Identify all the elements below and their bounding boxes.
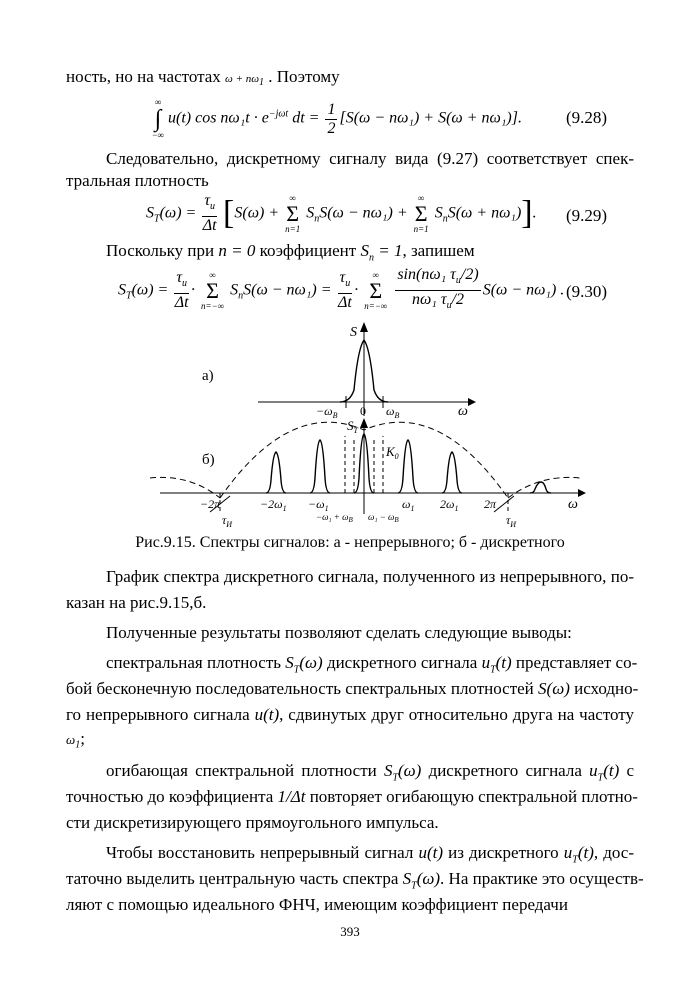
- text-line: Следовательно, дискретному сигналу вида (9.27) соответствует спек-: [106, 149, 634, 168]
- spectra-figure: [150, 318, 590, 530]
- text-line: ность, но на частотах $\omega + n\omega_1$ . Поэтому: [66, 67, 340, 89]
- panel-b-tick-small-left: $-\omega_1 + \omega_B$: [316, 512, 353, 524]
- panel-b-tick-neg2w: $-2\omega_1$: [260, 497, 287, 513]
- equation-number: (9.28): [566, 108, 608, 127]
- panel-b-spectra: [266, 434, 551, 493]
- text-line: бой бесконечную последовательность спектральных плотностей S(ω) исходно-: [66, 679, 639, 698]
- panel-a-tick-zero: 0: [360, 404, 366, 418]
- text-line: ляют с помощью идеального ФНЧ, имеющим коэффициент передачи: [66, 895, 568, 914]
- panel-b-tick-2w: $2\omega_1$: [440, 497, 459, 513]
- panel-b-tick-2pi: 2π: [484, 497, 497, 511]
- text-line: Чтобы восстановить непрерывный сигнал u(t) из дискретного $u_T(t)$, дос-: [106, 843, 634, 866]
- text-line: График спектра дискретного сигнала, полученного из непрерывного, по-: [106, 567, 634, 586]
- panel-b-tick-w: $\omega_1$: [402, 497, 415, 513]
- panel-b-tick-small-right: $\omega_1 - \omega_B$: [368, 512, 399, 524]
- equation-9-28: ∞ ∫ −∞ u(t) $\cos n\omega_1t \cdot e^{-j\omega t}$ dt = $\frac{1}{2}$ [S(ω − nω₁) + S(ω + nω₁)].: [152, 97, 522, 140]
- text-line: таточно выделить центральную часть спектра $S_T(\omega)$. На практике это осуществ-: [66, 869, 644, 892]
- figure-caption: Рис.9.15. Спектры сигналов: а - непрерывного; б - дискретного: [135, 534, 565, 551]
- text-line: казан на рис.9.15,б.: [66, 593, 207, 612]
- text-line: Полученные результаты позволяют сделать следующие выводы:: [106, 623, 572, 642]
- text-line: точностью до коэффициента 1/Δt повторяет огибающую спектральной плотно-: [66, 787, 638, 806]
- panel-a-y-label: S: [350, 325, 357, 340]
- equation-number: (9.29): [566, 206, 608, 225]
- panel-b-label: б): [202, 452, 215, 468]
- text-line: огибающая спектральной плотности $S_T(\omega)$ дискретного сигнала $u_T(t)$ с: [106, 761, 634, 784]
- equation-9-29: $S_T(\omega)$ = $\frac{\tau_и}{\Delta t}$ [S(ω) + ∞ Σ n=1 $S_nS(\omega - n\omega_1)$ + ∞ Σ n=1 $S_nS(\omega + n\omega_1)$].: [146, 192, 537, 235]
- text-line: тральная плотность: [66, 171, 209, 190]
- text-line: $\omega_1$;: [66, 729, 85, 751]
- text-line: Поскольку при n = 0 коэффициент $S_n = 1$, запишем: [106, 241, 475, 264]
- equation-number: (9.30): [566, 282, 608, 301]
- text-line: спектральная плотность $S_T(\omega)$ дискретного сигнала $u_T(t)$ представляет со-: [106, 653, 638, 676]
- panel-a-tick-pos: $\omega_B$: [386, 404, 400, 420]
- panel-b-x-label: ω: [568, 497, 578, 512]
- panel-b-tick-2pi-den: $\tau_И$: [506, 513, 517, 529]
- panel-b-tick-negw: $-\omega_1$: [308, 497, 329, 513]
- text-line: сти дискретизирующего прямоугольного импульса.: [66, 813, 439, 832]
- panel-b-tick-neg2pi: −2π: [200, 497, 221, 511]
- panel-b-y-label: $S_T$: [347, 418, 358, 435]
- panel-b-tick-neg2pi-den: $\tau_И$: [222, 513, 233, 529]
- panel-b-k-label: $K_0$: [386, 444, 399, 461]
- equation-9-30: $S_T(\omega)$ = $\frac{\tau_и}{\Delta t}$ · ∞ Σ n=−∞ $S_nS(\omega - n\omega_1)$ = $\frac{\tau_и}{\Delta t}$ · ∞ Σ n=−∞ $\frac{\sin(n\omega_1 \tau_и/2)}{n\omega_1 \tau_и/2}$ S(ω − nω₁) .: [118, 266, 565, 312]
- panel-a-x-label: ω: [458, 404, 468, 419]
- panel-a-label: а): [202, 368, 214, 384]
- panel-a-tick-neg: $-\omega_B$: [316, 404, 338, 420]
- text-line: го непрерывного сигнала u(t), сдвинутых друг относительно друга на частоту: [66, 705, 635, 724]
- page-number: 393: [340, 924, 360, 939]
